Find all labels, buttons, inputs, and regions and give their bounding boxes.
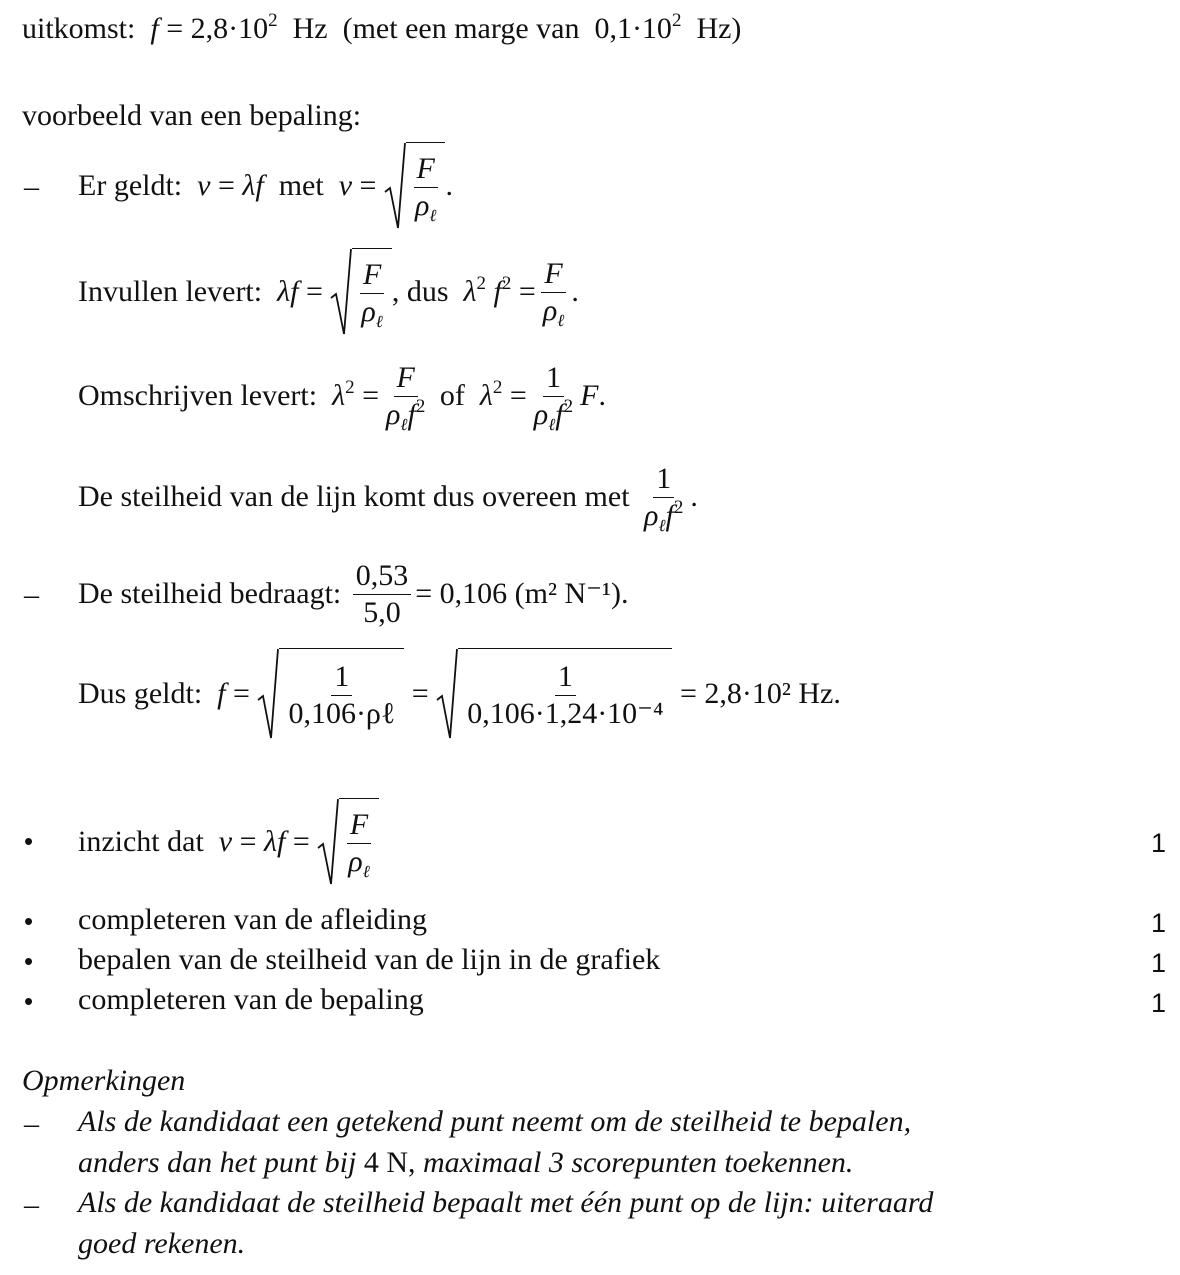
step1-text: Er geldt: [78,169,183,202]
step2-text: Invullen levert: [78,275,263,308]
remarks-heading: Opmerkingen [22,1064,186,1097]
bullet-marker: • [24,826,34,856]
scoring-item-2: completeren van de afleiding [78,903,428,936]
score-points: 1 [1150,908,1166,938]
final-result: = 2,8·10² Hz. [679,677,841,710]
sqrt-expression: $\frac{1}{\text{0,106·1,24·10⁻⁴}}$ [436,648,672,740]
sqrt-expression: $\frac{F}{\rho_\ell}$ [330,248,392,336]
derivation-step-1: Er geldt: v = λf met v = $\frac{F}{\rho_\ell}$ . [78,140,453,232]
scoring-item-1: inzicht dat v = λf = $\frac{F}{\rho_\ell}$ [78,796,379,888]
bullet-marker: • [24,946,34,976]
scoring-text: inzicht dat [78,825,204,858]
remark-1-line-2: anders dan het punt bij 4 N, maximaal 3 scorepunten toekennen. [78,1146,854,1179]
bullet-marker: • [24,986,34,1016]
remark-2-line-1: Als de kandidaat de steilheid bepaalt met één punt op de lijn: uiteraard [78,1186,934,1219]
score-points: 1 [1150,988,1166,1018]
dash-marker: – [24,578,39,611]
score-points: 1 [1150,828,1166,858]
dash-marker: – [24,1188,39,1221]
scoring-item-4: completeren van de bepaling [78,983,424,1016]
example-heading: voorbeeld van een bepaling: [22,99,362,132]
remark-1-line-1: Als de kandidaat een getekend punt neemt om de steilheid te bepalen, [78,1105,912,1138]
step1-mid: met [278,169,324,202]
denominator-b: 0,106·1,24·10⁻⁴ [467,697,664,730]
dash-marker: – [24,170,39,203]
score-points: 1 [1150,948,1166,978]
step3-mid: of [439,379,465,412]
remark-2-line-2: goed rekenen. [78,1227,246,1260]
outcome-margin: (met een marge van $0,1\cdot 10^2$ Hz) [342,10,742,45]
slope-denominator: 5,0 [363,595,401,629]
derivation-step-2: Invullen levert: λf = $\frac{F}{\rho_\ell}$ , dus $\lambda^2$ $f^2$ = $\frac{F}{\rho_\ell}$ . [78,246,579,338]
scoring-item-3: bepalen van de steilheid van de lijn in de grafiek [78,943,661,976]
outcome-label: uitkomst: [22,12,136,45]
sqrt-expression: $\frac{F}{\rho_\ell}$ [384,142,446,230]
step4-text: De steilheid van de lijn komt dus overeen met [78,480,630,513]
denominator-a: 0,106·ρℓ [288,697,396,730]
step2-mid: dus [406,275,449,308]
dash-marker: – [24,1107,39,1140]
slope-result: = 0,106 (m² N⁻¹). [415,577,629,610]
derivation-step-4: De steilheid van de lijn komt dus overeen met $\frac{1}{\rho_\ell f^2}$ . [78,461,698,535]
derivation-step-3: Omschrijven levert: $\lambda^2$ = $\frac{F}{\rho_\ell f^2}$ of $\lambda^2$ = $\frac{1}{\rho_\ell f^2}$ F . [78,360,606,434]
slope-numerator: 0,53 [353,558,412,595]
sqrt-expression: $\frac{1}{\text{0,106·ρℓ}}$ [257,648,404,740]
step6-text: Dus geldt: [78,677,203,710]
derivation-step-6: Dus geldt: f = $\frac{1}{\text{0,106·ρℓ}}$ = $\frac{1}{\text{0,106·1,24·10⁻⁴}}$ = 2,8·10² Hz. [78,646,841,742]
step3-text: Omschrijven levert: [78,379,318,412]
outcome-formula: $f = 2,8\cdot 10^2$ Hz [150,10,328,45]
derivation-step-5 [78,552,628,636]
step5-text: De steilheid bedraagt: [78,577,342,610]
sqrt-expression: $\frac{F}{\rho_\ell}$ [317,798,379,886]
bullet-marker: • [24,906,34,936]
outcome-line [22,10,742,45]
